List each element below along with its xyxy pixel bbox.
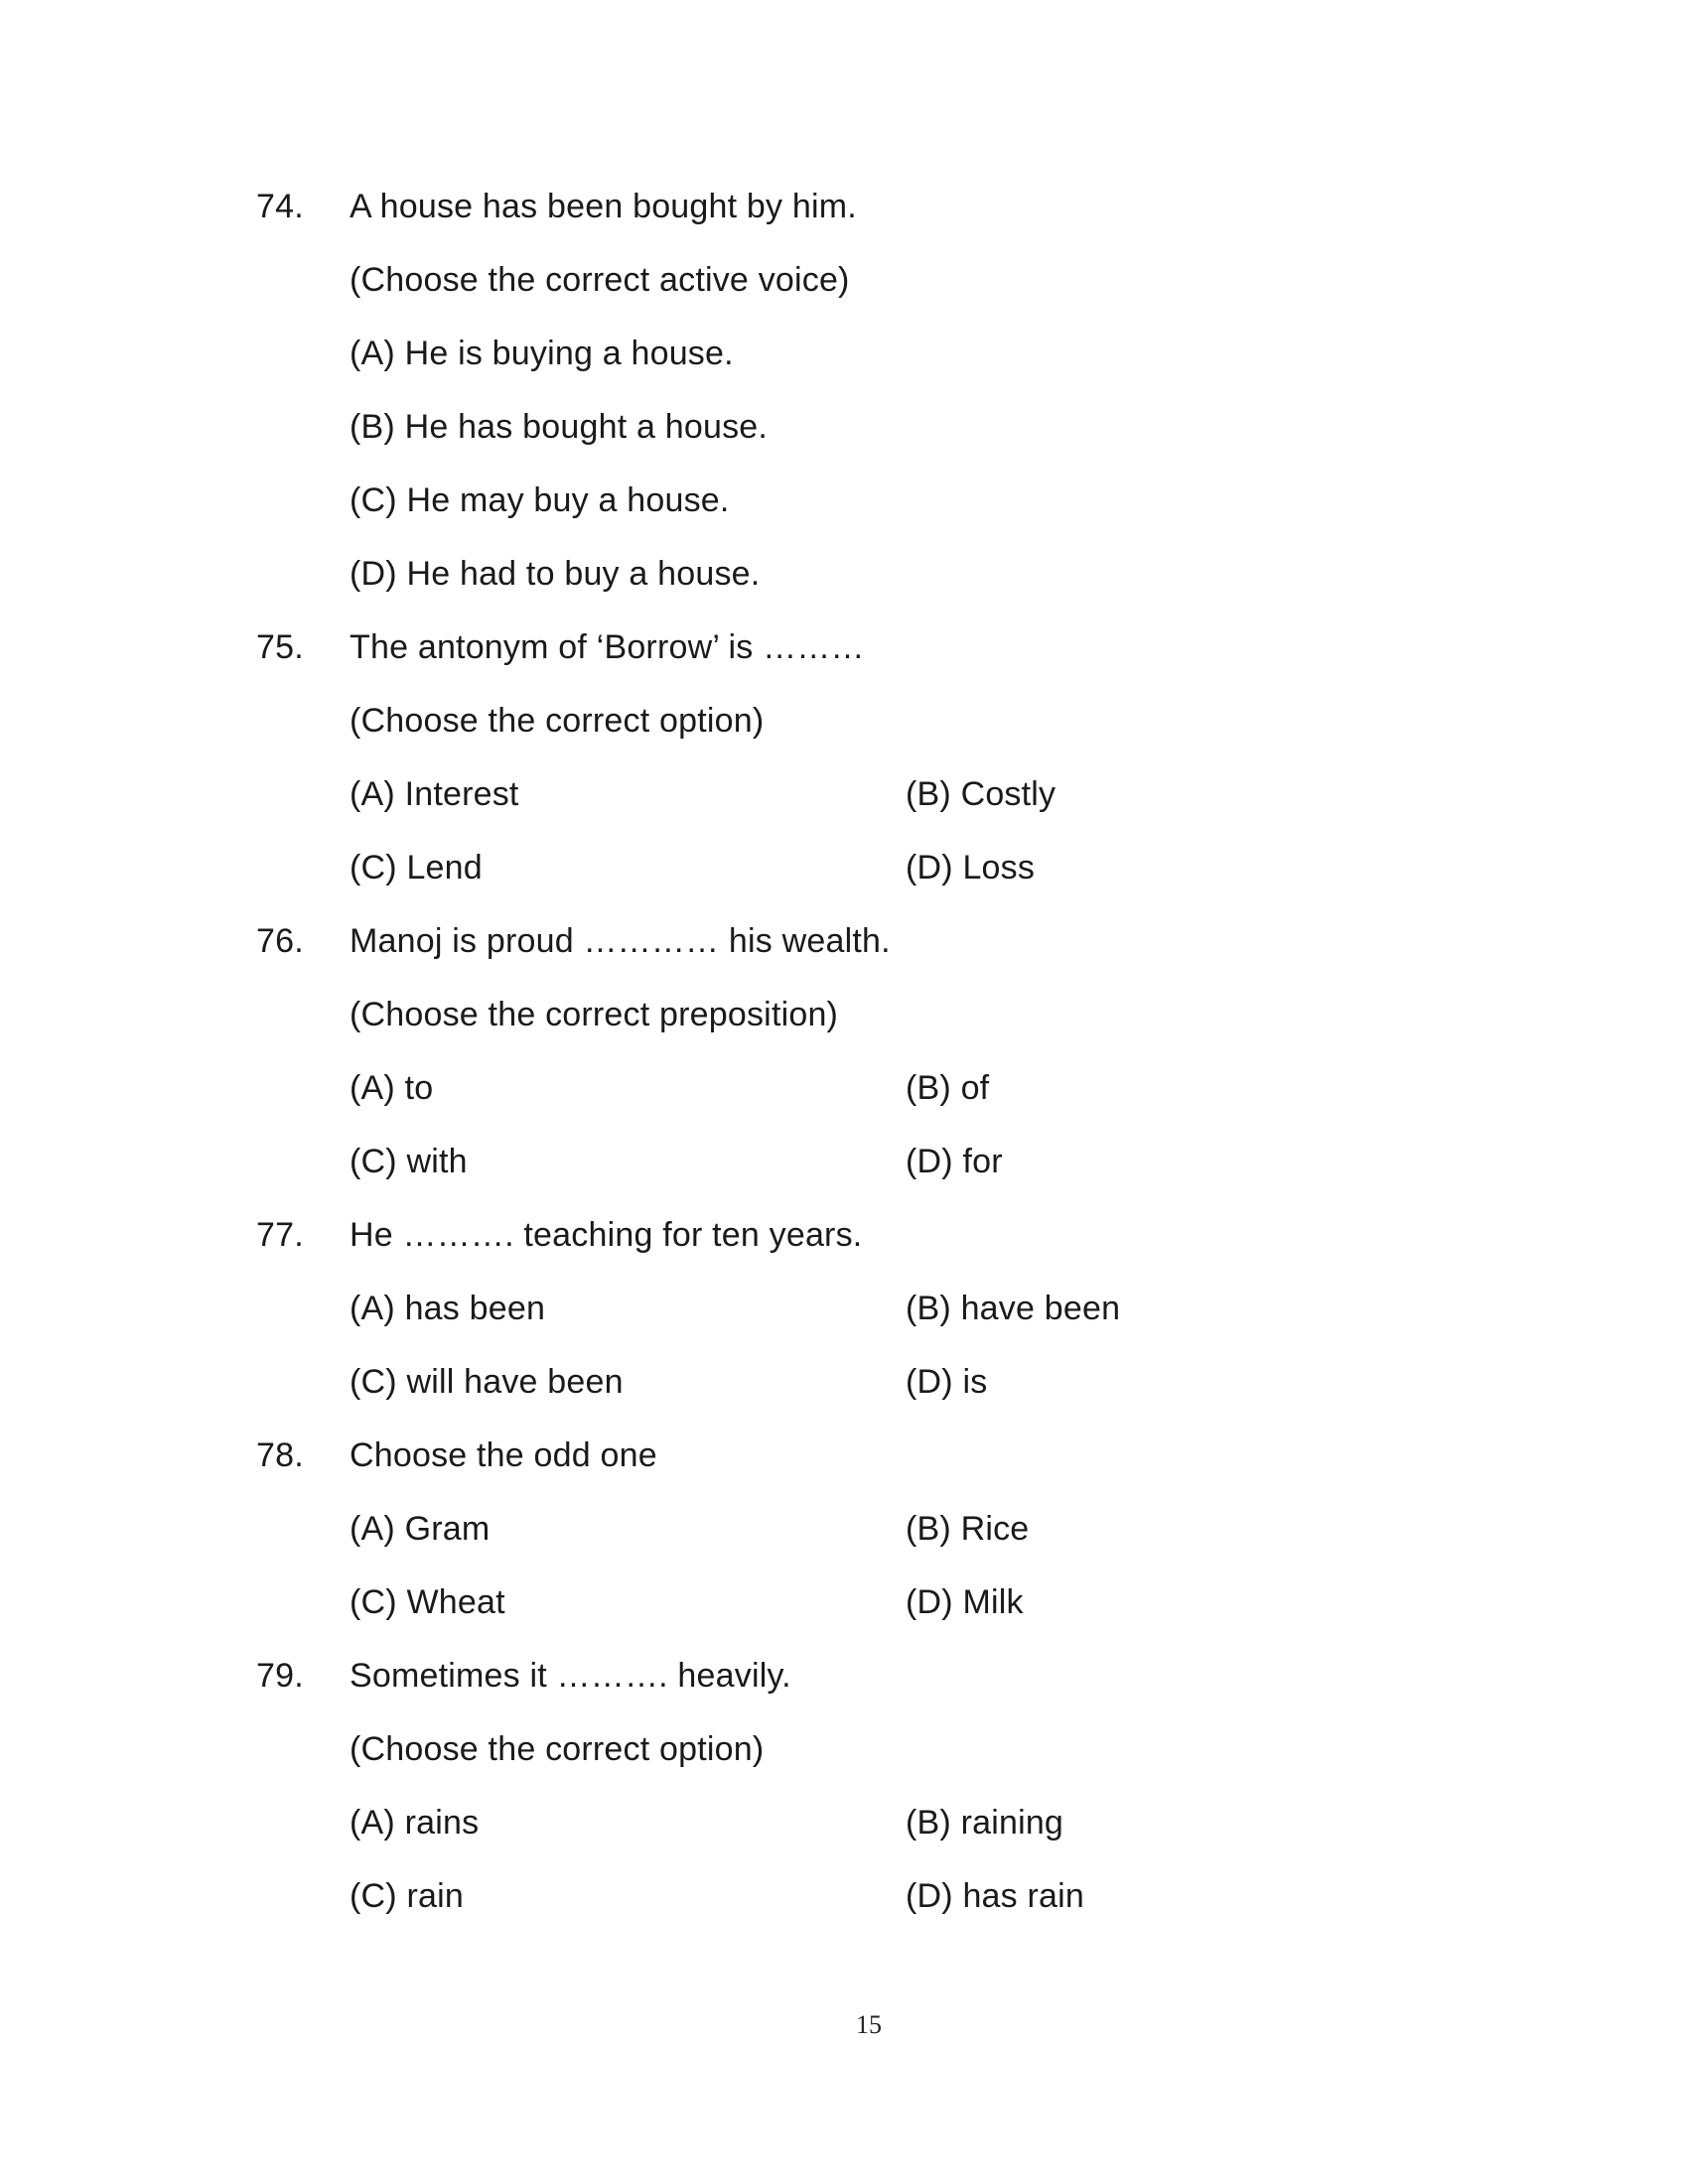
option-c: (C) Wheat [350, 1583, 505, 1621]
question-text: The antonym of ‘Borrow’ is ……… [350, 628, 865, 666]
question-text: A house has been bought by him. [350, 188, 857, 225]
question-text: Choose the odd one [350, 1436, 657, 1474]
option-d: (D) has rain [906, 1877, 1085, 1915]
option-d: (D) Loss [906, 849, 1036, 887]
option-b: (B) of [906, 1069, 990, 1107]
option-b: (B) have been [906, 1290, 1121, 1327]
question-instruction: (Choose the correct preposition) [350, 996, 839, 1033]
option-a: (A) has been [350, 1290, 546, 1327]
question-number: 78. [256, 1436, 304, 1474]
question-instruction: (Choose the correct option) [350, 1730, 765, 1768]
page-number: 15 [856, 2010, 882, 2039]
option-c: (C) He may buy a house. [350, 481, 730, 519]
option-a: (A) to [350, 1069, 434, 1107]
option-b: (B) Rice [906, 1510, 1030, 1548]
option-c: (C) rain [350, 1877, 464, 1915]
option-c: (C) will have been [350, 1363, 624, 1401]
option-d: (D) Milk [906, 1583, 1024, 1621]
option-a: (A) Gram [350, 1510, 491, 1548]
question-text: He ………. teaching for ten years. [350, 1216, 863, 1254]
question-instruction: (Choose the correct option) [350, 702, 765, 740]
option-a: (A) Interest [350, 775, 519, 813]
option-c: (C) Lend [350, 849, 483, 887]
option-b: (B) Costly [906, 775, 1056, 813]
option-d: (D) is [906, 1363, 988, 1401]
option-b: (B) He has bought a house. [350, 408, 769, 446]
option-b: (B) raining [906, 1804, 1064, 1842]
option-d: (D) He had to buy a house. [350, 555, 761, 593]
question-text: Sometimes it ………. heavily. [350, 1657, 791, 1695]
option-a: (A) He is buying a house. [350, 335, 734, 372]
question-number: 77. [256, 1216, 304, 1254]
question-number: 74. [256, 188, 304, 225]
question-instruction: (Choose the correct active voice) [350, 261, 850, 299]
option-c: (C) with [350, 1143, 468, 1180]
question-number: 79. [256, 1657, 304, 1695]
question-number: 76. [256, 922, 304, 960]
question-text: Manoj is proud ………… his wealth. [350, 922, 891, 960]
option-a: (A) rains [350, 1804, 480, 1842]
option-d: (D) for [906, 1143, 1003, 1180]
question-number: 75. [256, 628, 304, 666]
